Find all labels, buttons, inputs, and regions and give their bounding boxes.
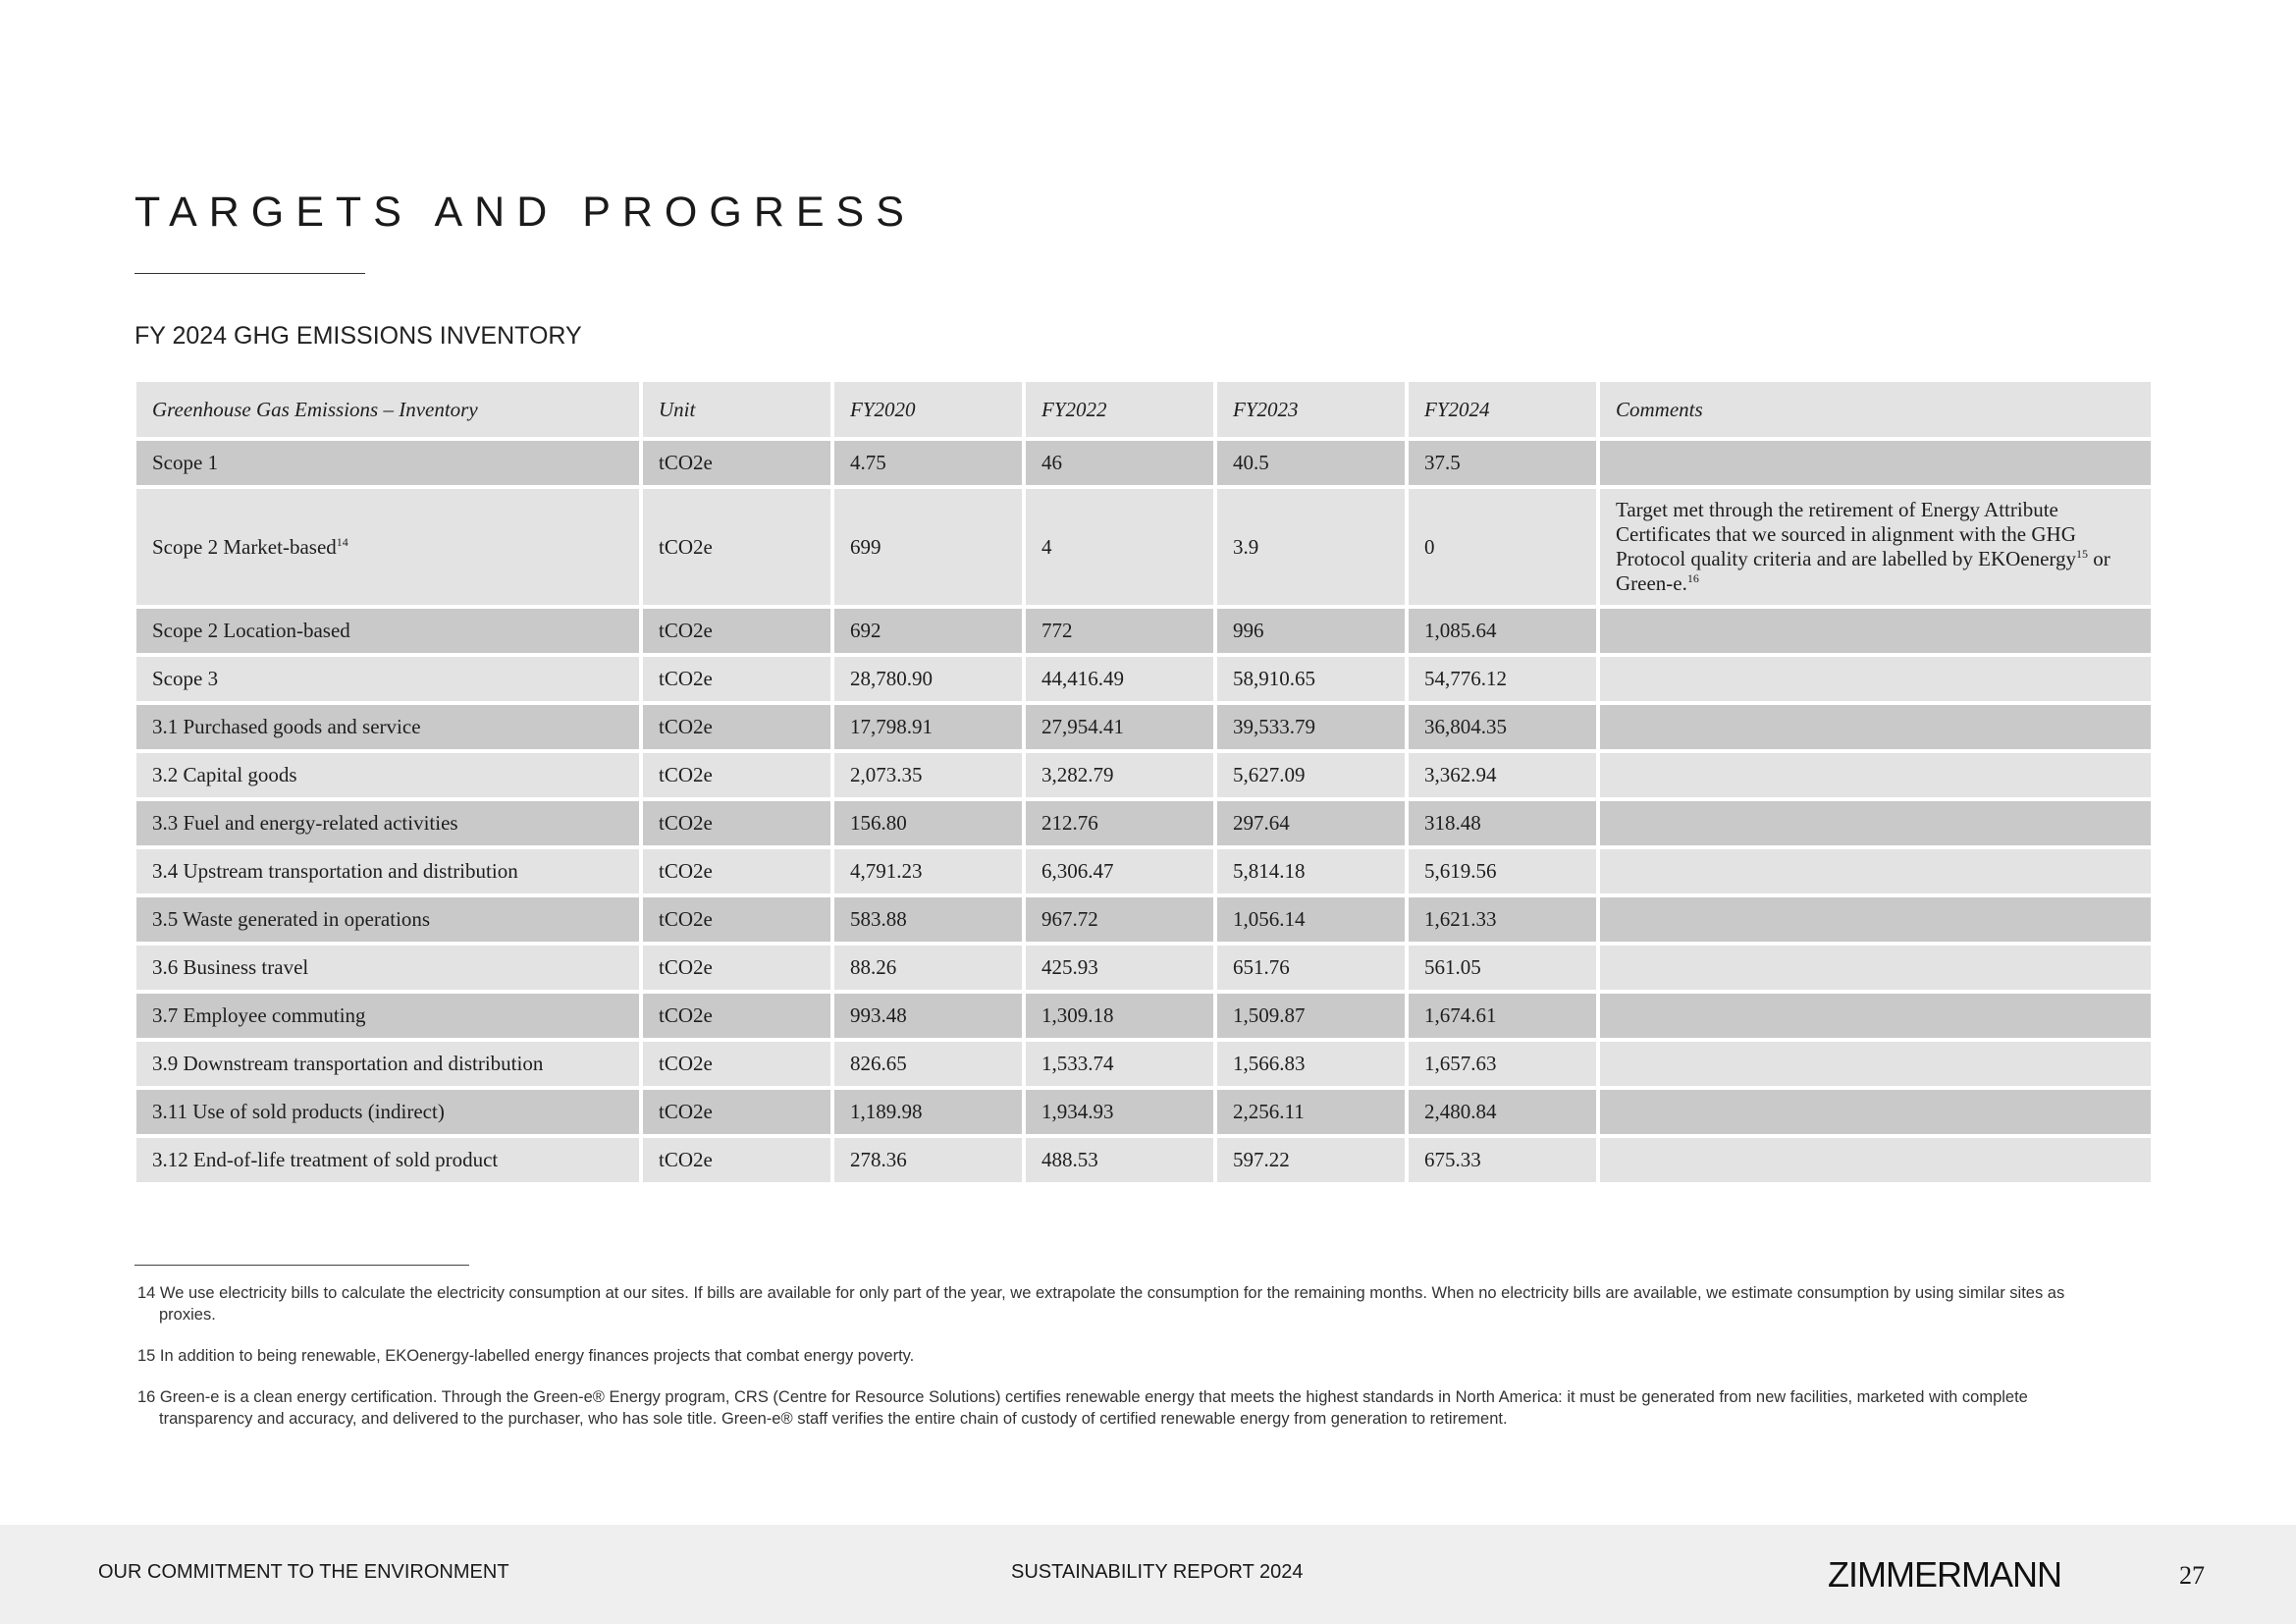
row-label: 3.7 Employee commuting — [136, 994, 639, 1038]
row-label: 3.9 Downstream transportation and distribution — [136, 1042, 639, 1086]
value-fy2020: 28,780.90 — [834, 657, 1022, 701]
value-fy2024: 318.48 — [1409, 801, 1596, 845]
row-comment — [1600, 441, 2151, 485]
value-fy2023: 597.22 — [1217, 1138, 1405, 1182]
value-fy2020: 699 — [834, 489, 1022, 605]
value-fy2024: 37.5 — [1409, 441, 1596, 485]
table-row — [136, 609, 2151, 653]
row-comment — [1600, 1090, 2151, 1134]
table-row — [136, 849, 2151, 893]
value-fy2020: 278.36 — [834, 1138, 1022, 1182]
row-unit: tCO2e — [643, 897, 830, 942]
table-row — [136, 657, 2151, 701]
column-header-comments: Comments — [1600, 382, 2151, 437]
value-fy2022: 425.93 — [1026, 946, 1213, 990]
row-comment — [1600, 657, 2151, 701]
value-fy2022: 1,533.74 — [1026, 1042, 1213, 1086]
row-label: 3.4 Upstream transportation and distribution — [136, 849, 639, 893]
value-fy2024: 1,674.61 — [1409, 994, 1596, 1038]
value-fy2024: 3,362.94 — [1409, 753, 1596, 797]
value-fy2023: 297.64 — [1217, 801, 1405, 845]
page-footer — [0, 1525, 2296, 1624]
value-fy2024: 36,804.35 — [1409, 705, 1596, 749]
row-comment — [1600, 994, 2151, 1038]
table-row — [136, 705, 2151, 749]
row-label: 3.1 Purchased goods and service — [136, 705, 639, 749]
row-label: 3.5 Waste generated in operations — [136, 897, 639, 942]
row-comment — [1600, 609, 2151, 653]
footnote-ref: 15 — [2076, 547, 2089, 561]
footnote-ref: 16 — [1686, 571, 1699, 585]
table-row — [136, 801, 2151, 845]
table-row — [136, 1138, 2151, 1182]
column-header-category: Greenhouse Gas Emissions – Inventory — [136, 382, 639, 437]
row-comment — [1600, 753, 2151, 797]
row-comment — [1600, 849, 2151, 893]
row-label: Scope 2 Location-based — [136, 609, 639, 653]
footnote-16: 16 Green-e is a clean energy certification. Through the Green-e® Energy program, CRS (Centre for Resource Solutions) certifies renewable energy that meets the highest standards in North America: it must be generated from new facilities, marketed with complete transparency and accuracy, and delivered to the purchaser, who has sole title. Green-e® staff verifies the entire chain of custody of certified renewable energy from generation to retirement. — [137, 1388, 2028, 1428]
footnote-ref: 14 — [336, 534, 348, 549]
footnote-15: 15 In addition to being renewable, EKOenergy-labelled energy finances projects that combat energy poverty. — [137, 1347, 915, 1365]
row-comment — [1600, 489, 2151, 605]
row-unit: tCO2e — [643, 1042, 830, 1086]
value-fy2023: 39,533.79 — [1217, 705, 1405, 749]
value-fy2023: 996 — [1217, 609, 1405, 653]
value-fy2022: 212.76 — [1026, 801, 1213, 845]
value-fy2020: 692 — [834, 609, 1022, 653]
value-fy2022: 1,309.18 — [1026, 994, 1213, 1038]
table-row — [136, 489, 2151, 605]
value-fy2020: 4.75 — [834, 441, 1022, 485]
value-fy2020: 88.26 — [834, 946, 1022, 990]
table-row — [136, 441, 2151, 485]
row-label: Scope 1 — [136, 441, 639, 485]
table-row — [136, 1042, 2151, 1086]
value-fy2020: 4,791.23 — [834, 849, 1022, 893]
row-unit: tCO2e — [643, 489, 830, 605]
value-fy2020: 583.88 — [834, 897, 1022, 942]
row-unit: tCO2e — [643, 441, 830, 485]
row-comment — [1600, 705, 2151, 749]
page-title: TARGETS AND PROGRESS — [134, 189, 916, 236]
value-fy2022: 44,416.49 — [1026, 657, 1213, 701]
value-fy2020: 17,798.91 — [834, 705, 1022, 749]
value-fy2023: 5,627.09 — [1217, 753, 1405, 797]
value-fy2022: 27,954.41 — [1026, 705, 1213, 749]
row-unit: tCO2e — [643, 801, 830, 845]
value-fy2023: 5,814.18 — [1217, 849, 1405, 893]
value-fy2022: 6,306.47 — [1026, 849, 1213, 893]
row-label — [136, 489, 639, 605]
value-fy2022: 967.72 — [1026, 897, 1213, 942]
table-row — [136, 946, 2151, 990]
value-fy2023: 1,056.14 — [1217, 897, 1405, 942]
row-unit: tCO2e — [643, 609, 830, 653]
value-fy2024: 675.33 — [1409, 1138, 1596, 1182]
table-row — [136, 994, 2151, 1038]
row-comment — [1600, 801, 2151, 845]
emissions-inventory-table — [133, 378, 2155, 1186]
row-unit: tCO2e — [643, 946, 830, 990]
table-header-row — [136, 382, 2151, 437]
column-header-fy2022: FY2022 — [1026, 382, 1213, 437]
value-fy2022: 4 — [1026, 489, 1213, 605]
table-title: FY 2024 GHG EMISSIONS INVENTORY — [134, 322, 582, 350]
footer-section-title: OUR COMMITMENT TO THE ENVIRONMENT — [98, 1561, 509, 1583]
value-fy2022: 3,282.79 — [1026, 753, 1213, 797]
value-fy2020: 1,189.98 — [834, 1090, 1022, 1134]
row-unit: tCO2e — [643, 753, 830, 797]
value-fy2022: 488.53 — [1026, 1138, 1213, 1182]
row-comment — [1600, 1138, 2151, 1182]
column-header-unit: Unit — [643, 382, 830, 437]
page-number: 27 — [2179, 1561, 2205, 1590]
brand-logo: ZIMMERMANN — [1828, 1554, 2061, 1595]
value-fy2020: 2,073.35 — [834, 753, 1022, 797]
footnotes — [137, 1282, 2120, 1449]
column-header-fy2024: FY2024 — [1409, 382, 1596, 437]
title-divider — [134, 273, 365, 274]
value-fy2024: 561.05 — [1409, 946, 1596, 990]
value-fy2024: 54,776.12 — [1409, 657, 1596, 701]
value-fy2020: 826.65 — [834, 1042, 1022, 1086]
table-row — [136, 1090, 2151, 1134]
row-label-text: Scope 2 Market-based — [152, 534, 337, 559]
table-row — [136, 753, 2151, 797]
value-fy2023: 651.76 — [1217, 946, 1405, 990]
row-unit: tCO2e — [643, 994, 830, 1038]
footnote-14: 14 We use electricity bills to calculate the electricity consumption at our sites. If bills are available for only part of the year, we extrapolate the consumption for the remaining months. When no electricity bills are available, we estimate consumption by using similar sites as proxies. — [137, 1284, 2065, 1324]
value-fy2023: 58,910.65 — [1217, 657, 1405, 701]
value-fy2024: 1,657.63 — [1409, 1042, 1596, 1086]
table-row — [136, 897, 2151, 942]
row-label: 3.12 End-of-life treatment of sold product — [136, 1138, 639, 1182]
value-fy2022: 1,934.93 — [1026, 1090, 1213, 1134]
row-comment — [1600, 897, 2151, 942]
value-fy2024: 1,621.33 — [1409, 897, 1596, 942]
value-fy2023: 3.9 — [1217, 489, 1405, 605]
footer-report-title: SUSTAINABILITY REPORT 2024 — [1011, 1561, 1304, 1583]
value-fy2022: 46 — [1026, 441, 1213, 485]
value-fy2024: 2,480.84 — [1409, 1090, 1596, 1134]
comment-text: or Green-e. — [1616, 547, 2110, 595]
row-label: 3.6 Business travel — [136, 946, 639, 990]
column-header-fy2020: FY2020 — [834, 382, 1022, 437]
row-label: 3.3 Fuel and energy-related activities — [136, 801, 639, 845]
row-label: 3.11 Use of sold products (indirect) — [136, 1090, 639, 1134]
row-label: Scope 3 — [136, 657, 639, 701]
row-unit: tCO2e — [643, 1090, 830, 1134]
value-fy2024: 0 — [1409, 489, 1596, 605]
row-unit: tCO2e — [643, 1138, 830, 1182]
value-fy2023: 2,256.11 — [1217, 1090, 1405, 1134]
row-unit: tCO2e — [643, 849, 830, 893]
row-unit: tCO2e — [643, 657, 830, 701]
value-fy2020: 993.48 — [834, 994, 1022, 1038]
value-fy2020: 156.80 — [834, 801, 1022, 845]
row-unit: tCO2e — [643, 705, 830, 749]
footnote-divider — [134, 1265, 469, 1266]
comment-text: Target met through the retirement of Energy Attribute Certificates that we sourced in alignment with the GHG Protocol quality criteria and are labelled by EKOenergy — [1616, 498, 2077, 570]
value-fy2024: 5,619.56 — [1409, 849, 1596, 893]
value-fy2023: 1,509.87 — [1217, 994, 1405, 1038]
column-header-fy2023: FY2023 — [1217, 382, 1405, 437]
value-fy2024: 1,085.64 — [1409, 609, 1596, 653]
row-comment — [1600, 1042, 2151, 1086]
value-fy2023: 1,566.83 — [1217, 1042, 1405, 1086]
value-fy2023: 40.5 — [1217, 441, 1405, 485]
row-comment — [1600, 946, 2151, 990]
value-fy2022: 772 — [1026, 609, 1213, 653]
row-label: 3.2 Capital goods — [136, 753, 639, 797]
